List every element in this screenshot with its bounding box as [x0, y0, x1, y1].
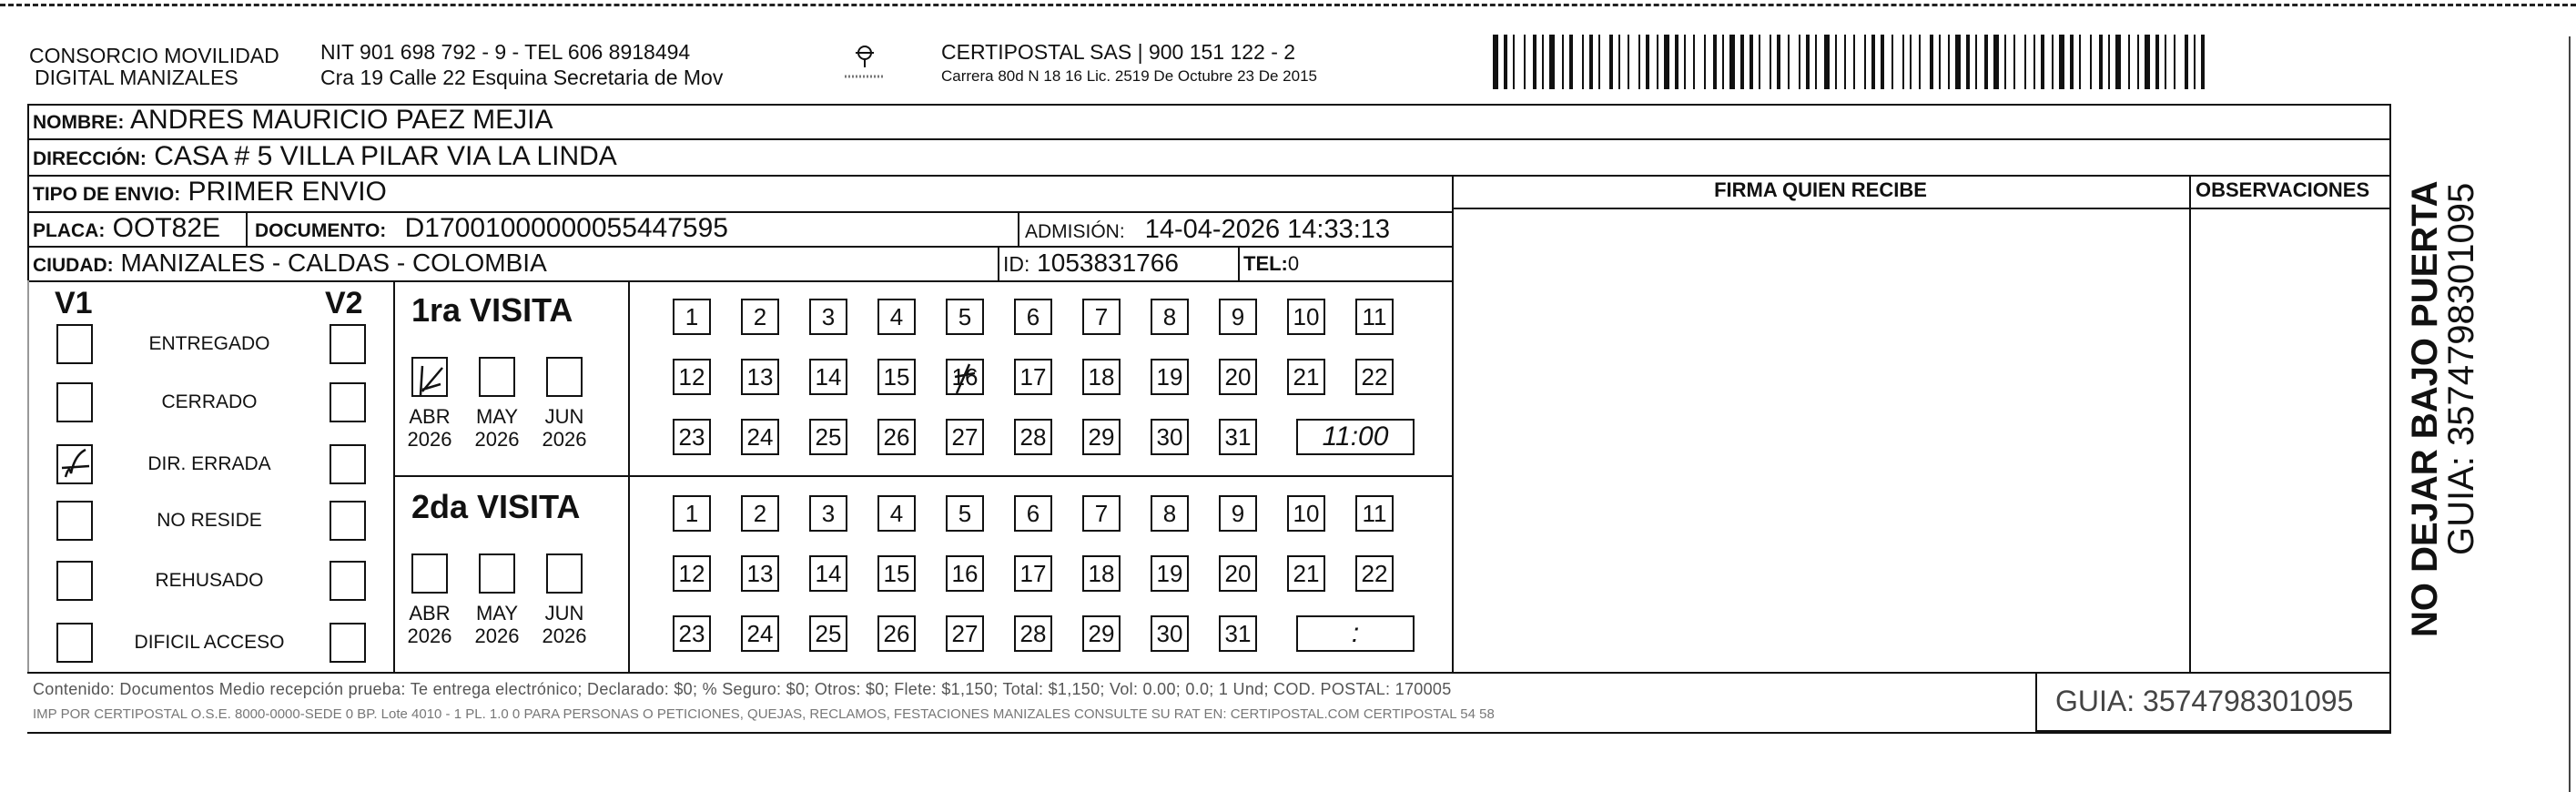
barcode-bar: [1589, 35, 1593, 89]
form-right-line: [2389, 104, 2391, 732]
day-box[interactable]: 29: [1082, 615, 1121, 652]
v2-header: V2: [325, 286, 363, 320]
month-year: 2026: [474, 428, 520, 451]
v2-checkbox[interactable]: [330, 382, 366, 422]
v1-checkbox[interactable]: [56, 623, 93, 663]
day-box[interactable]: 10: [1287, 299, 1325, 335]
firma-header: FIRMA QUIEN RECIBE: [1714, 178, 1927, 201]
barcode-bar: [1902, 35, 1904, 89]
day-box[interactable]: 4: [877, 495, 916, 532]
check-mark-icon: [58, 446, 95, 486]
barcode-bar: [1704, 35, 1706, 89]
barcode-bar: [2137, 35, 2139, 89]
day-box[interactable]: 7: [1082, 299, 1121, 335]
barcode-bar: [1955, 35, 1961, 89]
barcode-bar: [1939, 35, 1941, 89]
day-box[interactable]: 19: [1151, 555, 1189, 592]
ciudad-label: CIUDAD:: [33, 255, 114, 276]
day-box[interactable]: 7: [1082, 495, 1121, 532]
day-box[interactable]: 19: [1151, 359, 1189, 395]
barcode-bar: [2155, 35, 2159, 89]
status-label: DIFICIL ACCESO: [134, 632, 285, 653]
certipostal-line2: Carrera 80d N 18 16 Lic. 2519 De Octubre 23 De 2015: [941, 67, 1317, 85]
barcode-bar: [1864, 35, 1866, 89]
barcode-bar: [2115, 35, 2121, 89]
barcode-bar: [1713, 35, 1717, 89]
barcode-bar: [2128, 35, 2130, 89]
obs-left-line: [2189, 175, 2191, 672]
day-box[interactable]: 30: [1151, 615, 1189, 652]
day-box[interactable]: 2: [741, 495, 779, 532]
status-label: NO RESIDE: [157, 510, 262, 531]
day-box[interactable]: 21: [1287, 359, 1325, 395]
day-box[interactable]: 28: [1014, 419, 1052, 455]
nombre-value: ANDRES MAURICIO PAEZ MEJIA: [130, 105, 553, 135]
day-box[interactable]: 17: [1014, 359, 1052, 395]
barcode-bar: [1657, 35, 1658, 89]
barcode-bar: [2004, 35, 2006, 89]
check-mark-icon: [413, 359, 450, 399]
month-label: ABR: [409, 602, 451, 624]
certipostal-logo-icon: [837, 42, 892, 84]
barcode-bar: [2033, 35, 2035, 89]
tipo-value: PRIMER ENVIO: [188, 177, 387, 207]
barcode-bar: [1806, 35, 1810, 89]
v1-header: V1: [55, 286, 93, 320]
barcode-bar: [1628, 35, 1629, 89]
admision-field: [1025, 215, 1390, 245]
barcode-bar: [1993, 35, 1999, 89]
barcode-bar: [1788, 35, 1790, 89]
month-checkbox[interactable]: [411, 553, 448, 594]
day-box[interactable]: 17: [1014, 555, 1052, 592]
id-value: 1053831766: [1037, 249, 1179, 277]
firma-left-line: [1452, 175, 1454, 672]
direccion-row: [33, 141, 617, 172]
day-box[interactable]: 27: [946, 615, 984, 652]
month-label: MAY: [475, 602, 519, 624]
month-label: JUN: [544, 602, 584, 624]
row-line: [27, 280, 1452, 282]
tipo-envio-row: [33, 177, 387, 208]
status-label: ENTREGADO: [148, 333, 270, 354]
month-checkbox[interactable]: [479, 357, 515, 397]
id-label: ID:: [1003, 252, 1030, 276]
nit-line2: Cra 19 Calle 22 Esquina Secretaria de Mov: [320, 66, 724, 89]
barcode-bar: [2194, 35, 2196, 89]
documento-value: D17001000000055447595: [404, 213, 728, 243]
day-box[interactable]: 30: [1151, 419, 1189, 455]
month-year: 2026: [542, 624, 587, 647]
admision-value: 14-04-2026 14:33:13: [1144, 215, 1391, 244]
documento-field: [255, 213, 728, 244]
day-box[interactable]: 5: [946, 299, 984, 335]
tipo-label: TIPO DE ENVIO:: [33, 184, 181, 205]
barcode-bar: [1493, 35, 1498, 89]
admision-divider: [1018, 211, 1019, 246]
day-box[interactable]: 29: [1082, 419, 1121, 455]
v2-checkbox[interactable]: [330, 324, 366, 364]
company-name-line1: CONSORCIO MOVILIDAD: [29, 44, 279, 67]
form-left-line: [27, 104, 29, 280]
footer-content-line1: Contenido: Documentos Medio recepción prueba: Te entrega electrónico; Declarado: $0; % Seguro: $0; Otros: $0; Flete: $1,150; Total: $1,150; Vol: 0.00; 0.0; 1 Und; COD. POSTAL: 170005: [33, 680, 1452, 698]
day-box[interactable]: 5: [946, 495, 984, 532]
day-box[interactable]: 22: [1355, 359, 1394, 395]
barcode-bar: [1646, 35, 1649, 89]
barcode-bar: [2013, 35, 2015, 89]
day-box[interactable]: 8: [1151, 299, 1189, 335]
day-box[interactable]: 24: [741, 419, 779, 455]
barcode-bar: [1975, 35, 1977, 89]
barcode-bar: [1853, 35, 1855, 89]
barcode-bar: [1524, 35, 1526, 89]
documento-label: DOCUMENTO:: [255, 220, 387, 241]
barcode: [1493, 0, 2221, 100]
visit-divider: [393, 475, 1452, 477]
nombre-label: NOMBRE:: [33, 112, 125, 133]
month-year: 2026: [474, 624, 520, 647]
ciudad-value: MANIZALES - CALDAS - COLOMBIA: [120, 249, 547, 277]
id-divider: [998, 246, 999, 280]
day-box[interactable]: 11: [1355, 495, 1394, 532]
barcode-bar: [1609, 35, 1613, 89]
barcode-bar: [1891, 35, 1893, 89]
barcode-bar: [1759, 35, 1760, 89]
status-label: REHUSADO: [155, 570, 264, 591]
day-box[interactable]: 26: [877, 615, 916, 652]
barcode-bar: [2201, 35, 2205, 89]
barcode-bar: [1693, 35, 1695, 89]
day-box[interactable]: 14: [809, 359, 847, 395]
barcode-bar: [1844, 35, 1846, 89]
barcode-bar: [1749, 35, 1753, 89]
nit-line1: NIT 901 698 792 - 9 - TEL 606 8918494: [320, 40, 691, 64]
month-label: ABR: [409, 405, 451, 428]
id-field: [1003, 249, 1179, 278]
barcode-bar: [1881, 35, 1884, 89]
visit-title: 1ra VISITA: [411, 291, 573, 329]
row-line: [27, 211, 1452, 213]
day-box[interactable]: 18: [1082, 359, 1121, 395]
day-box[interactable]: 10: [1287, 495, 1325, 532]
day-box[interactable]: 25: [809, 615, 847, 652]
day-box[interactable]: 16: [946, 555, 984, 592]
day-box[interactable]: 26: [877, 419, 916, 455]
tel-field: [1243, 252, 1299, 276]
tel-divider: [1238, 246, 1240, 280]
day-box[interactable]: 28: [1014, 615, 1052, 652]
v1-checkbox[interactable]: [56, 561, 93, 601]
barcode-bar: [2052, 35, 2054, 89]
barcode-bar: [1930, 35, 1933, 89]
barcode-bar: [2070, 35, 2074, 89]
day-box[interactable]: 23: [673, 615, 711, 652]
barcode-bar: [2174, 35, 2175, 89]
barcode-bar: [1770, 35, 1771, 89]
barcode-bar: [1815, 35, 1817, 89]
v1-checkbox[interactable]: [56, 501, 93, 541]
barcode-bar: [2059, 35, 2064, 89]
day-box[interactable]: 14: [809, 555, 847, 592]
col-header-line: [1452, 208, 2389, 209]
certipostal-line1: CERTIPOSTAL SAS | 900 151 122 - 2: [941, 40, 1296, 64]
month-checkbox[interactable]: [546, 357, 583, 397]
month-year: 2026: [407, 428, 452, 451]
day-box[interactable]: 6: [1014, 299, 1052, 335]
placa-value: OOT82E: [112, 213, 221, 243]
lower-left-edge: [27, 280, 29, 672]
month-year: 2026: [407, 624, 452, 647]
day-box[interactable]: 18: [1082, 555, 1121, 592]
day-box[interactable]: 16: [946, 359, 984, 395]
day-box[interactable]: 1: [673, 495, 711, 532]
day-box[interactable]: 13: [741, 555, 779, 592]
day-box[interactable]: 15: [877, 359, 916, 395]
day-box[interactable]: 20: [1219, 555, 1257, 592]
barcode-bar: [2145, 35, 2150, 89]
side-guia: GUIA: 3574798301095: [2441, 182, 2481, 555]
v2-checkbox[interactable]: [330, 623, 366, 663]
day-box[interactable]: 20: [1219, 359, 1257, 395]
placa-field: [33, 213, 220, 244]
barcode-bar: [1777, 35, 1780, 89]
barcode-bar: [2108, 35, 2110, 89]
barcode-bar: [1569, 35, 1573, 89]
status-label: DIR. ERRADA: [147, 453, 271, 474]
barcode-bar: [2041, 35, 2044, 89]
day-box[interactable]: 21: [1287, 555, 1325, 592]
day-box[interactable]: 3: [809, 495, 847, 532]
barcode-bar: [1824, 35, 1830, 89]
barcode-bar: [1948, 35, 1950, 89]
barcode-bar: [1740, 35, 1744, 89]
month-checkbox[interactable]: [411, 357, 448, 397]
day-box[interactable]: 8: [1151, 495, 1189, 532]
day-box[interactable]: 11: [1355, 299, 1394, 335]
status-label: CERRADO: [161, 391, 258, 412]
barcode-bar: [1562, 35, 1564, 89]
v2-checkbox[interactable]: [330, 561, 366, 601]
v1-checkbox[interactable]: [56, 382, 93, 422]
tel-value: 0: [1287, 252, 1300, 275]
company-name-line2: DIGITAL MANIZALES: [35, 66, 238, 89]
barcode-bar: [1910, 35, 1912, 89]
barcode-bar: [1919, 35, 1921, 89]
day-box[interactable]: 25: [809, 419, 847, 455]
day-box[interactable]: 3: [809, 299, 847, 335]
day-box[interactable]: 4: [877, 299, 916, 335]
barcode-bar: [1598, 35, 1600, 89]
day-box[interactable]: 13: [741, 359, 779, 395]
barcode-bar: [2099, 35, 2103, 89]
barcode-bar: [1966, 35, 1970, 89]
row-line: [27, 138, 2389, 140]
day-box[interactable]: 1: [673, 299, 711, 335]
month-checkbox[interactable]: [546, 553, 583, 594]
day-box[interactable]: 2: [741, 299, 779, 335]
barcode-bar: [1984, 35, 1988, 89]
time-box[interactable]: :: [1296, 615, 1415, 652]
v2-checkbox[interactable]: [330, 444, 366, 484]
day-box[interactable]: 23: [673, 419, 711, 455]
month-label: MAY: [475, 405, 519, 428]
barcode-bar: [2090, 35, 2092, 89]
nombre-row: [33, 105, 553, 136]
day-box[interactable]: 24: [741, 615, 779, 652]
barcode-bar: [1799, 35, 1800, 89]
barcode-bar: [2165, 35, 2166, 89]
barcode-bar: [1835, 35, 1837, 89]
v2-checkbox[interactable]: [330, 501, 366, 541]
month-checkbox[interactable]: [479, 553, 515, 594]
day-box[interactable]: 9: [1219, 495, 1257, 532]
barcode-bar: [1664, 35, 1669, 89]
day-box[interactable]: 22: [1355, 555, 1394, 592]
barcode-bar: [1504, 35, 1507, 89]
day-box[interactable]: 9: [1219, 299, 1257, 335]
barcode-bar: [1729, 35, 1735, 89]
day-box[interactable]: 12: [673, 555, 711, 592]
barcode-bar: [2079, 35, 2081, 89]
v1-checkbox[interactable]: [56, 324, 93, 364]
day-box[interactable]: 12: [673, 359, 711, 395]
footer-bottom-line: [27, 732, 2391, 734]
barcode-bar: [1675, 35, 1678, 89]
v1-checkbox[interactable]: [56, 444, 93, 484]
day-box[interactable]: 15: [877, 555, 916, 592]
barcode-bar: [1638, 35, 1640, 89]
month-year: 2026: [542, 428, 587, 451]
no-dejar-bajo-puerta: NO DEJAR BAJO PUERTA: [2405, 180, 2445, 637]
day-check-mark-icon: [948, 360, 986, 397]
barcode-bar: [1722, 35, 1724, 89]
direccion-label: DIRECCIÓN:: [33, 148, 147, 169]
barcode-bar: [1533, 35, 1536, 89]
footer-guia: GUIA: 3574798301095: [2055, 685, 2354, 717]
barcode-bar: [2185, 35, 2188, 89]
barcode-bar: [1618, 35, 1620, 89]
day-box[interactable]: 31: [1219, 419, 1257, 455]
day-box[interactable]: 6: [1014, 495, 1052, 532]
direccion-value: CASA # 5 VILLA PILAR VIA LA LINDA: [154, 141, 617, 171]
day-box[interactable]: 31: [1219, 615, 1257, 652]
admision-label: ADMISIÓN:: [1025, 221, 1125, 242]
footer-content-line2: IMP POR CERTIPOSTAL O.S.E. 8000-0000-SEDE 0 BP. Lote 4010 - 1 PL. 1.0 0 PARA PERSONAS O PETICIONES, QUEJAS, RECLAMOS, FESTACIONES MANIZALES CONSULTE SU RAT EN: CERTIPOSTAL.COM CERTIPOSTAL 54 58: [33, 706, 1495, 722]
time-box[interactable]: 11:00: [1296, 419, 1415, 455]
barcode-bar: [1684, 35, 1686, 89]
ciudad-field: [33, 249, 547, 278]
barcode-bar: [1582, 35, 1584, 89]
barcode-bar: [1542, 35, 1544, 89]
placa-divider: [246, 211, 248, 246]
barcode-bar: [1513, 35, 1515, 89]
observaciones-header: OBSERVACIONES: [2196, 178, 2370, 201]
day-box[interactable]: 27: [946, 419, 984, 455]
barcode-bar: [2024, 35, 2026, 89]
barcode-bar: [1549, 35, 1555, 89]
tel-label: TEL:: [1243, 252, 1288, 275]
right-edge-line: [2569, 36, 2571, 792]
visit-title: 2da VISITA: [411, 488, 581, 525]
placa-label: PLACA:: [33, 220, 106, 241]
month-label: JUN: [544, 405, 584, 428]
barcode-bar: [1871, 35, 1875, 89]
